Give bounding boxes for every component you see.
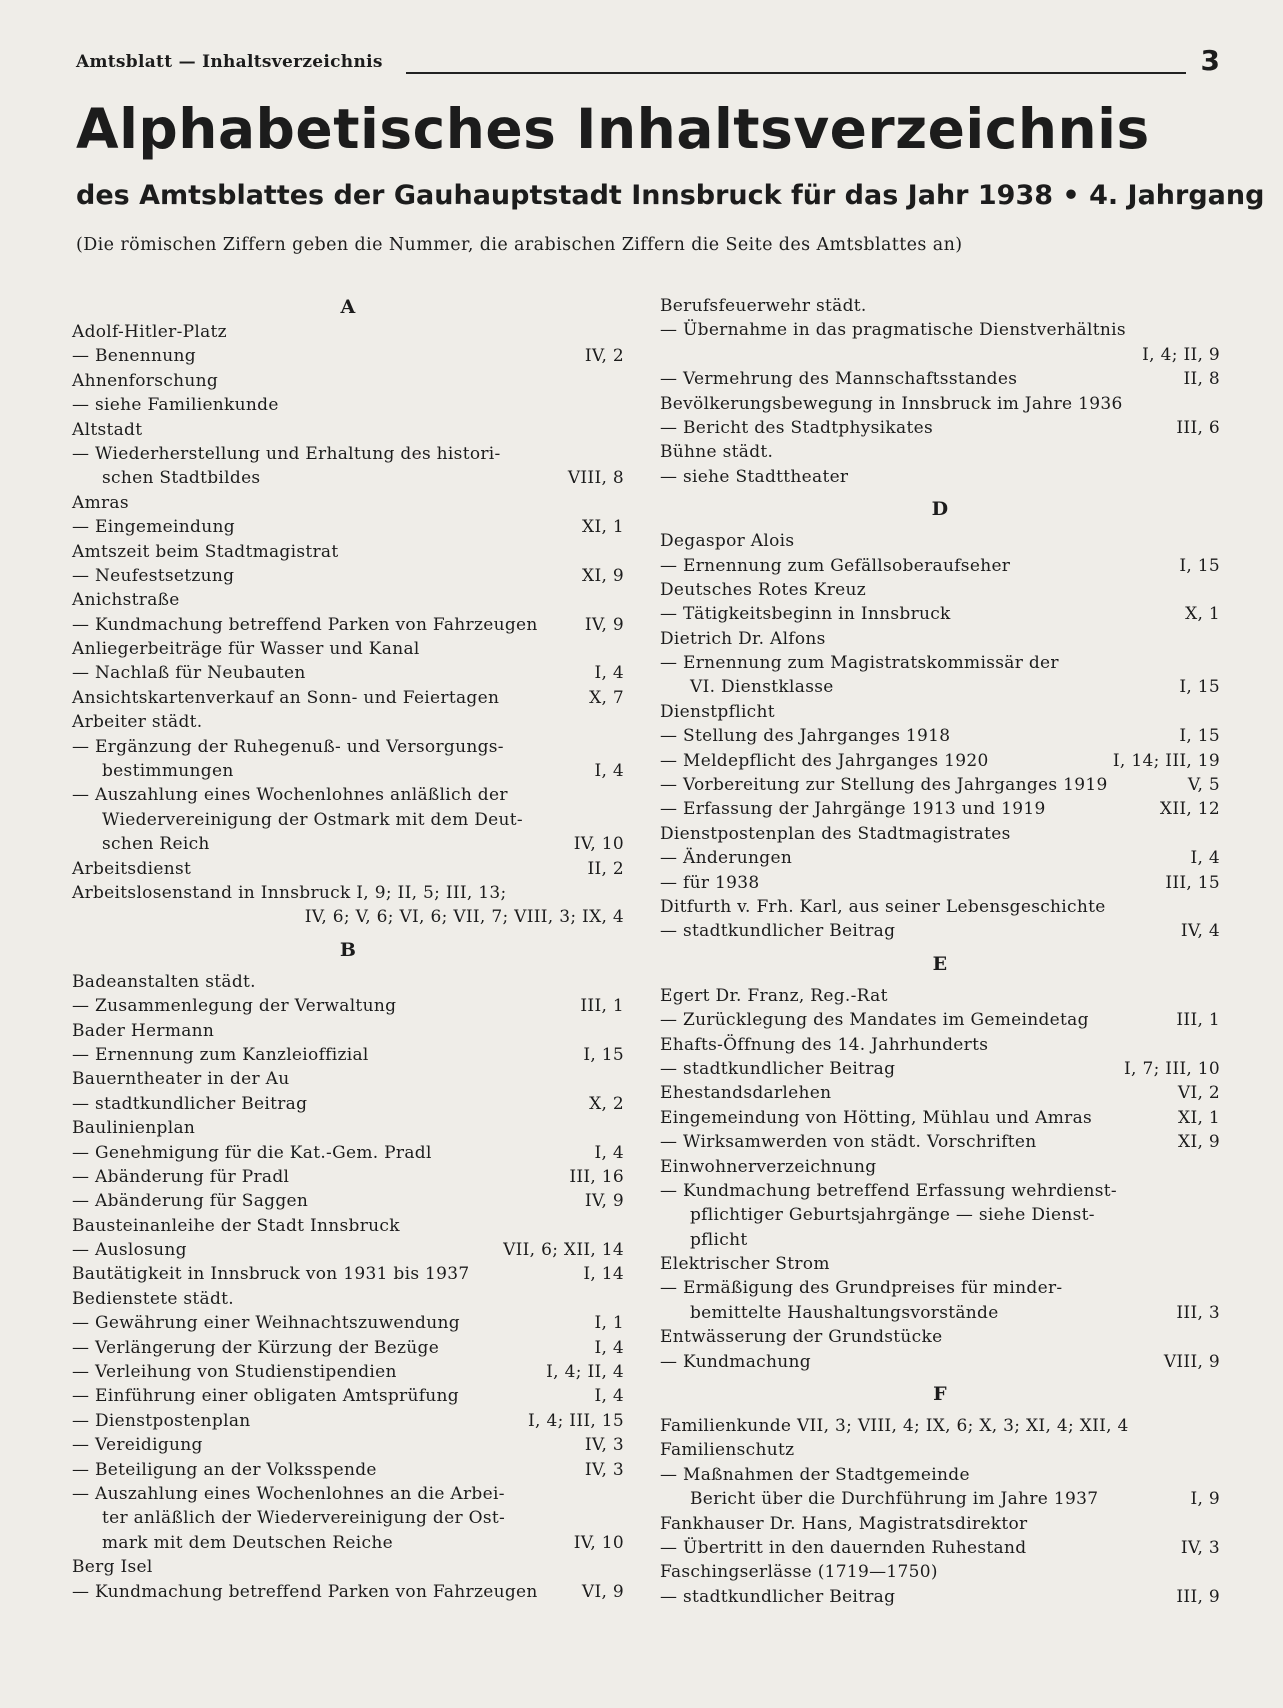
entry-text: schen Stadtbildes — [102, 468, 261, 489]
index-subentry — [660, 1463, 1220, 1487]
index-continuation — [660, 1203, 1220, 1227]
entry-reference: I, 4 — [594, 663, 624, 684]
index-entry — [660, 1438, 1220, 1462]
index-subentry — [660, 1536, 1220, 1560]
index-entry — [72, 970, 624, 994]
entry-text: Bausteinanleihe der Stadt Innsbruck — [72, 1215, 400, 1236]
entry-reference: I, 7; III, 10 — [1124, 1058, 1220, 1079]
entry-reference: IV, 9 — [584, 614, 624, 635]
index-subentry — [72, 393, 624, 417]
index-subentry — [72, 1238, 624, 1262]
entry-reference: I, 15 — [1179, 555, 1220, 576]
entry-text: — Ernennung zum Gefällsoberaufseher — [660, 555, 1011, 576]
running-header — [76, 44, 1220, 78]
entry-reference: IV, 4 — [1180, 921, 1220, 942]
index-subentry — [72, 1458, 624, 1482]
index-entry — [72, 710, 624, 734]
entry-text: Bedienstete städt. — [72, 1288, 235, 1309]
entry-text: Ahnenforschung — [72, 370, 219, 391]
entry-text: — Gewährung einer Weihnachtszuwendung — [72, 1313, 460, 1334]
entry-text: — Genehmigung für die Kat.-Gem. Pradl — [72, 1142, 432, 1163]
index-entry — [660, 1252, 1220, 1276]
index-subentry — [660, 465, 1220, 489]
entry-text: — Tätigkeitsbeginn in Innsbruck — [660, 604, 951, 625]
index-entry — [660, 1081, 1220, 1105]
section-letter: E — [932, 952, 948, 975]
entry-text: — für 1938 — [660, 872, 760, 893]
entry-text: Elektrischer Strom — [660, 1254, 830, 1275]
entry-text: Familienschutz — [660, 1440, 795, 1461]
entry-text: — Eingemeindung — [72, 517, 235, 538]
index-subentry — [72, 1043, 624, 1067]
index-entry — [72, 418, 624, 442]
section-letter: B — [339, 938, 357, 961]
entry-text: — Benennung — [72, 346, 196, 367]
entry-reference: XI, 9 — [1178, 1132, 1220, 1153]
entry-reference: I, 4 — [594, 1142, 624, 1163]
entry-text: Berg Isel — [72, 1557, 153, 1578]
index-subentry — [72, 442, 624, 466]
index-entry — [660, 392, 1220, 416]
entry-reference: IV, 9 — [584, 1191, 624, 1212]
index-entry — [72, 320, 624, 344]
index-subentry — [72, 1360, 624, 1384]
entry-text: — Änderungen — [660, 848, 793, 869]
entry-reference: X, 1 — [1185, 604, 1220, 625]
entry-text: — Zurücklegung des Mandates im Gemeindetag — [660, 1010, 1089, 1031]
entry-reference: III, 1 — [580, 996, 624, 1017]
index-continuation — [72, 808, 624, 832]
section-letter: F — [933, 1383, 947, 1406]
entry-reference: IV, 10 — [573, 834, 624, 855]
index-subentry — [72, 661, 624, 685]
index-subentry — [660, 749, 1220, 773]
index-subentry — [72, 1311, 624, 1335]
entry-text: — Stellung des Jahrganges 1918 — [660, 726, 951, 747]
entry-text: — Bericht des Stadtphysikates — [660, 417, 933, 438]
entry-text: — Auszahlung eines Wochenlohnes anläßlich der — [72, 785, 508, 806]
index-subentry — [660, 416, 1220, 440]
entry-text: — Vermehrung des Mannschaftsstandes — [660, 369, 1018, 390]
entry-text: Baulinienplan — [72, 1118, 196, 1139]
entry-text: — Ernennung zum Magistratskommissär der — [660, 653, 1059, 674]
entry-text: Faschingserlässe (1719—1750) — [660, 1562, 938, 1583]
entry-reference: I, 4 — [594, 1337, 624, 1358]
entry-text: Einwohnerverzeichnung — [660, 1156, 877, 1177]
index-subentry — [660, 919, 1220, 943]
explanatory-note: (Die römischen Ziffern geben die Nummer, die arabischen Ziffern die Seite des Amtsblattes an) — [76, 235, 963, 255]
entry-text: Dienstpostenplan des Stadtmagistrates — [660, 823, 1011, 844]
entry-text: Dienstpflicht — [660, 701, 775, 722]
index-entry — [660, 1155, 1220, 1179]
index-subentry — [660, 1057, 1220, 1081]
index-column-right — [660, 294, 1220, 1609]
entry-text: Bericht über die Durchführung im Jahre 1937 — [690, 1489, 1099, 1510]
entry-text: — Verlängerung der Kürzung der Bezüge — [72, 1337, 440, 1358]
index-subentry — [660, 554, 1220, 578]
index-continuation — [660, 675, 1220, 699]
entry-reference: I, 4; II, 9 — [1142, 344, 1220, 365]
index-subentry — [72, 1141, 624, 1165]
entry-reference: I, 15 — [1179, 677, 1220, 698]
entry-text: — siehe Familienkunde — [72, 395, 279, 416]
index-subentry — [660, 773, 1220, 797]
entry-text: Dietrich Dr. Alfons — [660, 628, 826, 649]
entry-reference: IV, 3 — [584, 1435, 624, 1456]
index-entry — [72, 881, 624, 905]
index-entry — [660, 440, 1220, 464]
entry-text: — Nachlaß für Neubauten — [72, 663, 306, 684]
index-subentry — [660, 1350, 1220, 1374]
entry-text: — Vorbereitung zur Stellung des Jahrganges 1919 — [660, 775, 1108, 796]
entry-text: schen Reich — [102, 834, 210, 855]
entry-text: Bauerntheater in der Au — [72, 1069, 290, 1090]
entry-text: Arbeitsdienst — [72, 858, 192, 879]
index-entry — [660, 529, 1220, 553]
entry-text: Fankhauser Dr. Hans, Magistratsdirektor — [660, 1513, 1028, 1534]
entry-text: — Neufestsetzung — [72, 565, 235, 586]
index-entry — [660, 822, 1220, 846]
entry-text: Adolf-Hitler-Platz — [72, 322, 227, 342]
entry-reference: VIII, 8 — [567, 468, 624, 489]
entry-text: Berufsfeuerwehr städt. — [660, 296, 867, 316]
entry-text: — Übernahme in das pragmatische Dienstverhältnis — [660, 320, 1126, 341]
entry-reference: IV, 10 — [573, 1532, 624, 1553]
index-subentry — [72, 1433, 624, 1457]
index-subentry — [72, 515, 624, 539]
index-subentry — [72, 1092, 624, 1116]
index-subentry — [72, 1336, 624, 1360]
entry-reference: I, 15 — [1179, 726, 1220, 747]
entry-text: Ditfurth v. Frh. Karl, aus seiner Lebensgeschichte — [660, 896, 1106, 917]
entry-text: — Ergänzung der Ruhegenuß- und Versorgungs- — [72, 736, 504, 757]
index-entry — [660, 895, 1220, 919]
index-subentry — [72, 783, 624, 807]
entry-reference: XII, 12 — [1159, 799, 1220, 820]
entry-text: — Abänderung für Saggen — [72, 1191, 309, 1212]
index-entry — [72, 857, 624, 881]
index-entry — [72, 1116, 624, 1140]
entry-text: — Dienstpostenplan — [72, 1410, 251, 1431]
entry-text: Egert Dr. Franz, Reg.-Rat — [660, 985, 888, 1006]
entry-text: — Erfassung der Jahrgänge 1913 und 1919 — [660, 799, 1046, 820]
entry-text: Arbeitslosenstand in Innsbruck I, 9; II, 5; III, 13; — [72, 882, 507, 903]
entry-text: Deutsches Rotes Kreuz — [660, 579, 866, 600]
entry-text: — Ernennung zum Kanzleioffizial — [72, 1044, 369, 1065]
entry-text: Bautätigkeit in Innsbruck von 1931 bis 1937 — [72, 1264, 470, 1285]
index-entry — [72, 686, 624, 710]
index-subentry — [660, 797, 1220, 821]
index-continuation — [72, 1506, 624, 1530]
entry-reference: III, 9 — [1176, 1586, 1220, 1607]
entry-text: Arbeiter städt. — [72, 712, 203, 733]
index-entry — [660, 984, 1220, 1008]
index-continuation — [72, 759, 624, 783]
entry-text: — Übertritt in den dauernden Ruhestand — [660, 1537, 1027, 1558]
index-continuation — [72, 832, 624, 856]
index-subentry — [660, 724, 1220, 748]
index-subentry — [72, 1384, 624, 1408]
index-entry — [72, 637, 624, 661]
entry-reference: VI, 2 — [1177, 1083, 1220, 1104]
entry-text: — Verleihung von Studienstipendien — [72, 1362, 397, 1383]
entry-text: Ehestandsdarlehen — [660, 1083, 832, 1104]
entry-text: — Kundmachung betreffend Parken von Fahrzeugen — [72, 614, 538, 635]
entry-text: Altstadt — [72, 419, 143, 440]
entry-reference: IV, 3 — [1180, 1537, 1220, 1558]
index-subentry — [72, 1165, 624, 1189]
entry-text: Familienkunde VII, 3; VIII, 4; IX, 6; X, 3; XI, 4; XII, 4 — [660, 1416, 1129, 1437]
page-title: Alphabetisches Inhaltsverzeichnis — [76, 97, 1150, 161]
entry-text: — stadtkundlicher Beitrag — [660, 1586, 896, 1607]
index-entry — [72, 588, 624, 612]
index-continuation — [660, 343, 1220, 367]
entry-reference: VII, 6; XII, 14 — [503, 1240, 624, 1261]
entry-text: — Kundmachung — [660, 1351, 811, 1372]
index-subentry — [660, 602, 1220, 626]
entry-text: Badeanstalten städt. — [72, 971, 256, 992]
index-subentry — [660, 651, 1220, 675]
index-continuation — [72, 905, 624, 929]
index-subentry — [72, 344, 624, 368]
entry-text: bestimmungen — [102, 761, 234, 782]
entry-reference: I, 4 — [594, 761, 624, 782]
index-subentry — [72, 1409, 624, 1433]
entry-reference: III, 16 — [569, 1166, 624, 1187]
index-entry — [72, 369, 624, 393]
index-column-left — [72, 294, 624, 1604]
entry-reference: I, 15 — [583, 1044, 624, 1065]
index-subentry — [660, 318, 1220, 342]
index-entry — [660, 1512, 1220, 1536]
entry-text: Bühne städt. — [660, 442, 774, 463]
entry-reference: XI, 9 — [582, 565, 624, 586]
entry-text: — Meldepflicht des Jahrganges 1920 — [660, 750, 989, 771]
index-entry — [660, 578, 1220, 602]
entry-text: — Abänderung für Pradl — [72, 1166, 290, 1187]
entry-text: Eingemeindung von Hötting, Mühlau und Amras — [660, 1107, 1093, 1128]
entry-reference: I, 4 — [594, 1386, 624, 1407]
entry-text: — Vereidigung — [72, 1435, 203, 1456]
index-entry — [72, 1555, 624, 1579]
entry-text: — Kundmachung betreffend Parken von Fahrzeugen — [72, 1581, 538, 1602]
header-rule — [406, 72, 1186, 74]
index-subentry — [72, 1189, 624, 1213]
entry-text: — Einführung einer obligaten Amtsprüfung — [72, 1386, 459, 1407]
entry-reference: I, 14; III, 19 — [1112, 750, 1220, 771]
entry-text: Degaspor Alois — [660, 531, 795, 552]
index-subentry — [72, 735, 624, 759]
index-subentry — [660, 871, 1220, 895]
entry-text: — siehe Stadttheater — [660, 466, 849, 487]
entry-text: Bevölkerungsbewegung in Innsbruck im Jahre 1936 — [660, 393, 1123, 414]
entry-reference: IV, 3 — [584, 1459, 624, 1480]
section-letter: A — [340, 296, 356, 318]
entry-reference: III, 15 — [1165, 872, 1220, 893]
entry-text: — Wirksamwerden von städt. Vorschriften — [660, 1132, 1037, 1153]
entry-text: Ehafts-Öffnung des 14. Jahrhunderts — [660, 1034, 989, 1055]
entry-reference: I, 4 — [1190, 848, 1220, 869]
entry-reference: III, 3 — [1176, 1302, 1220, 1323]
index-entry — [660, 294, 1220, 318]
entry-reference: X, 2 — [589, 1093, 624, 1114]
index-subentry — [72, 564, 624, 588]
entry-reference: IV, 2 — [584, 346, 624, 367]
index-entry — [660, 700, 1220, 724]
entry-reference: II, 8 — [1183, 369, 1220, 390]
entry-text: pflichtiger Geburtsjahrgänge — siehe Dienst- — [690, 1205, 1095, 1226]
entry-reference: III, 1 — [1176, 1010, 1220, 1031]
entry-text: Amras — [72, 492, 129, 513]
index-subentry — [660, 1179, 1220, 1203]
entry-text: — Beteiligung an der Volksspende — [72, 1459, 377, 1480]
entry-text: — stadtkundlicher Beitrag — [72, 1093, 308, 1114]
index-subentry — [72, 613, 624, 637]
index-continuation — [660, 1487, 1220, 1511]
entry-reference: II, 2 — [587, 858, 624, 879]
index-entry — [660, 1106, 1220, 1130]
entry-reference: I, 1 — [594, 1313, 624, 1334]
entry-reference: X, 7 — [589, 687, 624, 708]
entry-text: Wiedervereinigung der Ostmark mit dem Deut- — [102, 809, 523, 830]
entry-text: — Auslosung — [72, 1240, 187, 1261]
entry-text: Anichstraße — [72, 590, 180, 611]
index-continuation — [72, 466, 624, 490]
running-title: Amtsblatt — Inhaltsverzeichnis — [76, 52, 383, 72]
entry-text: pflicht — [690, 1229, 748, 1250]
index-entry — [660, 1033, 1220, 1057]
index-entry — [72, 1067, 624, 1091]
index-subentry — [660, 846, 1220, 870]
entry-text: — Kundmachung betreffend Erfassung wehrdienst- — [660, 1180, 1117, 1201]
index-continuation — [72, 1531, 624, 1555]
entry-reference: IV, 6; V, 6; VI, 6; VII, 7; VIII, 3; IX, 4 — [304, 907, 624, 928]
index-entry — [660, 627, 1220, 651]
page-number: 3 — [1200, 44, 1220, 77]
entry-text: Anliegerbeiträge für Wasser und Kanal — [72, 639, 420, 660]
entry-reference: VIII, 9 — [1163, 1351, 1220, 1372]
index-entry — [72, 1214, 624, 1238]
entry-reference: VI, 9 — [581, 1581, 624, 1602]
index-entry — [72, 1262, 624, 1286]
index-subentry — [72, 994, 624, 1018]
index-continuation — [660, 1228, 1220, 1252]
entry-reference: XI, 1 — [1178, 1107, 1220, 1128]
index-subentry — [660, 367, 1220, 391]
index-continuation — [660, 1301, 1220, 1325]
index-entry — [72, 491, 624, 515]
page-subtitle: des Amtsblattes der Gauhauptstadt Innsbruck für das Jahr 1938 • 4. Jahrgang — [76, 180, 1265, 211]
index-entry — [72, 1019, 624, 1043]
index-subentry — [72, 1482, 624, 1506]
index-subentry — [660, 1130, 1220, 1154]
entry-reference: I, 4; II, 4 — [546, 1362, 624, 1383]
entry-reference: I, 9 — [1190, 1489, 1220, 1510]
index-entry — [660, 1560, 1220, 1584]
section-letter: D — [931, 498, 949, 521]
entry-reference: V, 5 — [1187, 775, 1220, 796]
index-entry — [660, 1325, 1220, 1349]
entry-reference: III, 6 — [1176, 417, 1220, 438]
entry-reference: I, 4; III, 15 — [528, 1410, 624, 1431]
index-entry — [72, 1287, 624, 1311]
entry-text: — Auszahlung eines Wochenlohnes an die Arbei- — [72, 1483, 505, 1504]
entry-text: Entwässerung der Grundstücke — [660, 1327, 943, 1348]
entry-text: mark mit dem Deutschen Reiche — [102, 1532, 393, 1553]
entry-text: — Ermäßigung des Grundpreises für minder- — [660, 1278, 1063, 1299]
index-entry — [660, 1414, 1220, 1438]
entry-text: VI. Dienstklasse — [690, 677, 834, 698]
index-subentry — [660, 1276, 1220, 1300]
entry-reference: I, 14 — [583, 1264, 624, 1285]
entry-text: Bader Hermann — [72, 1020, 215, 1041]
entry-text: — Wiederherstellung und Erhaltung des histori- — [72, 443, 501, 464]
entry-text: — stadtkundlicher Beitrag — [660, 921, 896, 942]
entry-text: Amtszeit beim Stadtmagistrat — [72, 541, 339, 562]
entry-text: ter anläßlich der Wiedervereinigung der Ost- — [102, 1508, 506, 1529]
entry-text: — stadtkundlicher Beitrag — [660, 1058, 896, 1079]
entry-text: — Maßnahmen der Stadtgemeinde — [660, 1464, 970, 1485]
index-subentry — [660, 1585, 1220, 1609]
index-entry — [72, 540, 624, 564]
index-subentry — [660, 1008, 1220, 1032]
index-subentry — [72, 1580, 624, 1604]
entry-text: bemittelte Haushaltungsvorstände — [690, 1302, 999, 1323]
entry-text: — Zusammenlegung der Verwaltung — [72, 996, 397, 1017]
entry-text: Ansichtskartenverkauf an Sonn- und Feiertagen — [72, 687, 500, 708]
entry-reference: XI, 1 — [582, 517, 624, 538]
